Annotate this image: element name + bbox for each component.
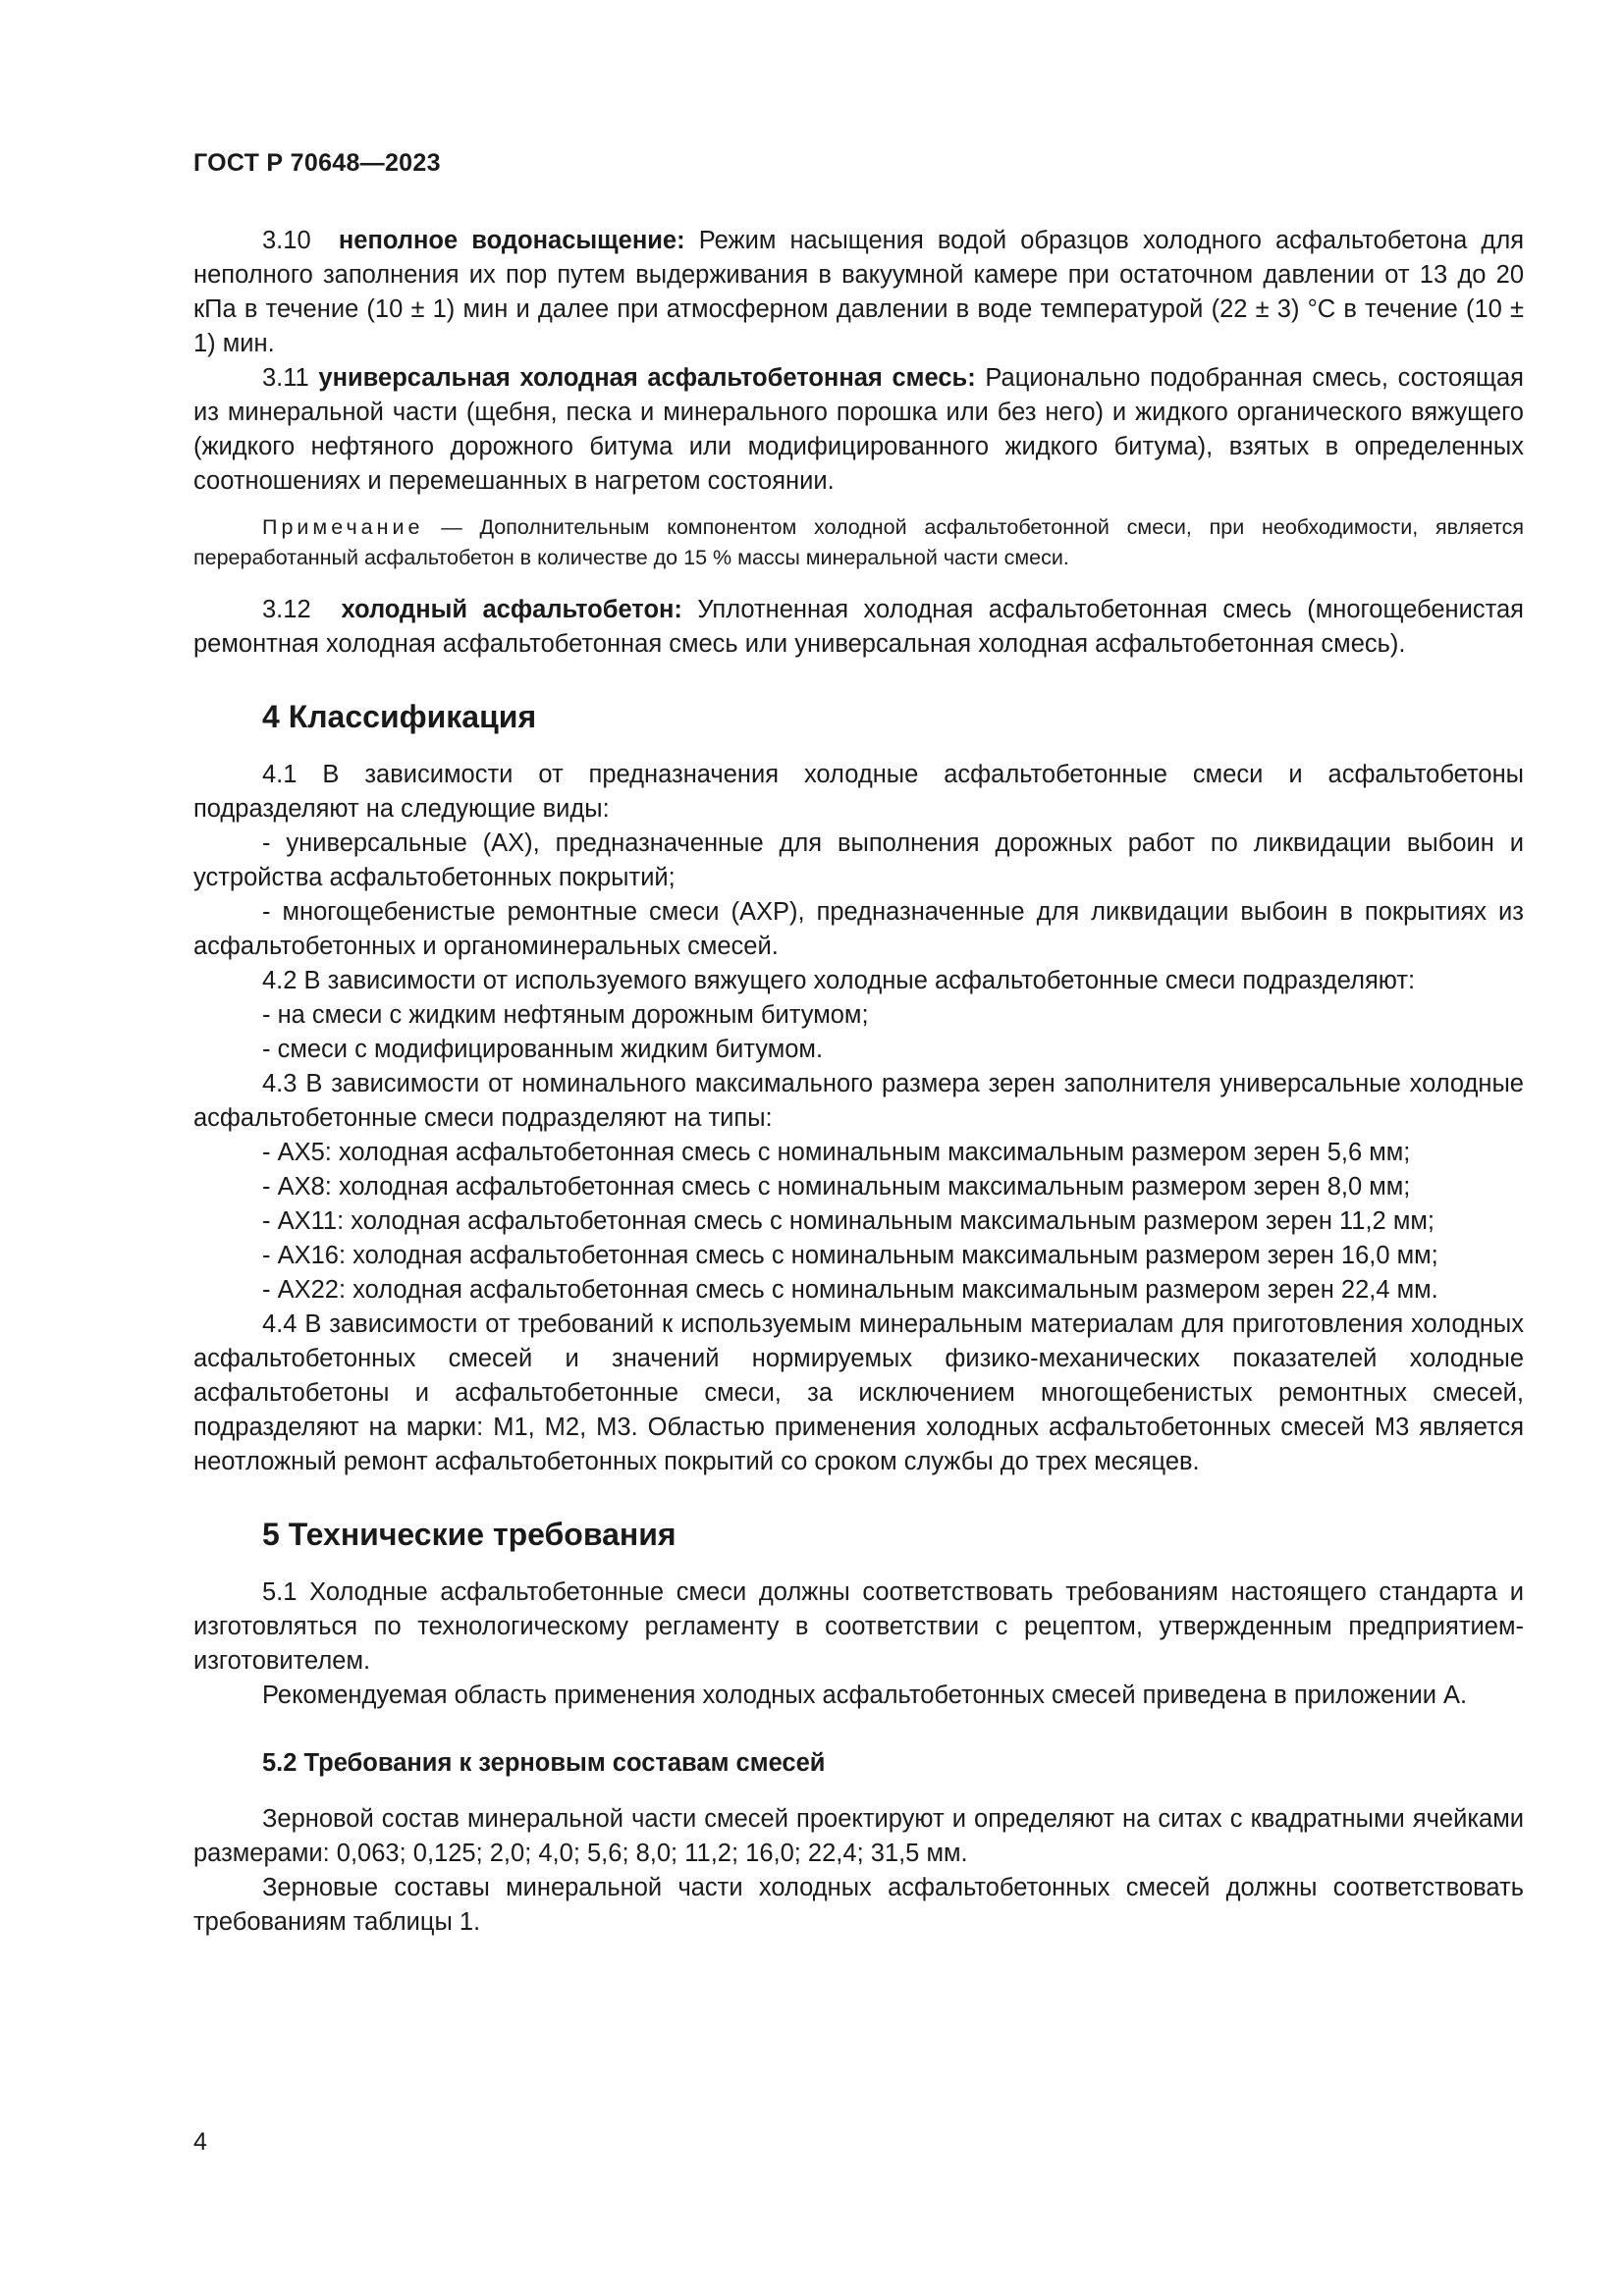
standard-header: ГОСТ Р 70648—2023 [193, 149, 441, 177]
list-item: - смеси с модифицированным жидким битумом. [262, 1036, 824, 1063]
note-text: — Дополнительным компонентом холодной асфальтобетонной смеси, при необходимости, является переработанный асфальтобетон в количестве до 15 % массы минеральной части смеси. [193, 515, 1524, 569]
note [193, 512, 1524, 573]
list-item: - универсальные (АХ), предназначенные для выполнения дорожных работ по ликвидации выбоин и устройства асфальтобетонных покрытий; [193, 829, 1524, 891]
paragraph: Рекомендуемая область применения холодных асфальтобетонных смесей приведена в приложении А. [262, 1682, 1468, 1709]
clause-number: 3.12 [262, 596, 311, 623]
list-item: - АХ11: холодная асфальтобетонная смесь с номинальным максимальным размером зерен 11,2 мм; [262, 1207, 1435, 1235]
list-item: - АХ16: холодная асфальтобетонная смесь с номинальным максимальным размером зерен 16,0 мм; [262, 1242, 1438, 1269]
paragraph: 4.4 В зависимости от требований к используемым минеральным материалам для приготовления холодных асфальтобетонных смесей и значений нормируемых физико-механических показателей холодные асфальтобетоны и асфальтобетонные смеси, за исключением многощебенистых ремонтных смесей, подразделяют на марки: М1, М2, М3. Областью применения холодных асфальтобетонных смесей М3 является неотложный ремонт асфальтобетонных покрытий со сроком службы до трех месяцев. [193, 1310, 1524, 1475]
paragraph: 5.1 Холодные асфальтобетонные смеси должны соответствовать требованиям настоящего стандарта и изготовляться по технологическому регламенту в соответствии с рецептом, утвержденным предприятием-изготовителем. [193, 1578, 1524, 1675]
term-heading: неполное водонасыщение: [338, 227, 685, 254]
list-item: - АХ8: холодная асфальтобетонная смесь с номинальным максимальным размером зерен 8,0 мм; [262, 1173, 1411, 1201]
note-label: Примечание [262, 515, 424, 539]
clause-3-10 [193, 224, 1524, 361]
paragraph: Зерновой состав минеральной части смесей проектируют и определяют на ситах с квадратными ячейками размерами: 0,063; 0,125; 2,0; 4,0; 5,6; 8,0; 11,2; 16,0; 22,4; 31,5 мм. [193, 1805, 1524, 1867]
term-heading: универсальная холодная асфальтобетонная смесь: [318, 364, 976, 392]
term-definition: Рационально подобранная смесь, состоящая из минеральной части (щебня, песка и минерального порошка или без него) и жидкого органического вяжущего (жидкого нефтяного дорожного битума или модифицированного жидкого битума), взятых в определенных соотношениях и перемешанных в нагретом состоянии. [193, 364, 1524, 495]
clause-number: 3.10 [262, 227, 311, 254]
section-4-title: 4 Классификация [262, 699, 537, 734]
paragraph: 4.1 В зависимости от предназначения холодные асфальтобетонные смеси и асфальтобетоны подразделяют на следующие виды: [193, 761, 1524, 823]
paragraph: Зерновые составы минеральной части холодных асфальтобетонных смесей должны соответствовать требованиям таблицы 1. [193, 1874, 1524, 1936]
list-item: - АХ5: холодная асфальтобетонная смесь с номинальным максимальным размером зерен 5,6 мм; [262, 1139, 1411, 1166]
subsection-5-2-title: 5.2 Требования к зерновым составам смесей [262, 1749, 826, 1777]
list-item: - многощебенистые ремонтные смеси (АХР), предназначенные для ликвидации выбоин в покрытиях из асфальтобетонных и органоминеральных смесей. [193, 898, 1524, 960]
section-5-title: 5 Технические требования [262, 1517, 677, 1552]
paragraph: 4.3 В зависимости от номинального максимального размера зерен заполнителя универсальные холодные асфальтобетонные смеси подразделяют на типы: [193, 1070, 1524, 1132]
term-definition: Уплотненная холодная асфальтобетонная смесь (многощебенистая ремонтная холодная асфальтобетонная смесь или универсальная холодная асфальтобетонная смесь). [193, 596, 1524, 658]
clause-3-12 [193, 593, 1524, 662]
paragraph: 4.2 В зависимости от используемого вяжущего холодные асфальтобетонные смеси подразделяют: [262, 967, 1416, 994]
term-heading: холодный асфальтобетон: [341, 596, 682, 623]
clause-3-11 [193, 361, 1524, 499]
page-number: 4 [193, 2128, 207, 2156]
document-body [193, 224, 1524, 1940]
term-definition: Режим насыщения водой образцов холодного асфальтобетона для неполного заполнения их пор путем выдерживания в вакуумной камере при остаточном давлении от 13 до 20 кПа в течение (10 ± 1) мин и далее при атмосферном давлении в воде температурой (22 ± 3) °С в течение (10 ± 1) мин. [193, 227, 1525, 357]
list-item: - АХ22: холодная асфальтобетонная смесь с номинальным максимальным размером зерен 22,4 мм. [262, 1276, 1438, 1304]
list-item: - на смеси с жидким нефтяным дорожным битумом; [262, 1001, 869, 1029]
clause-number: 3.11 [262, 364, 309, 392]
